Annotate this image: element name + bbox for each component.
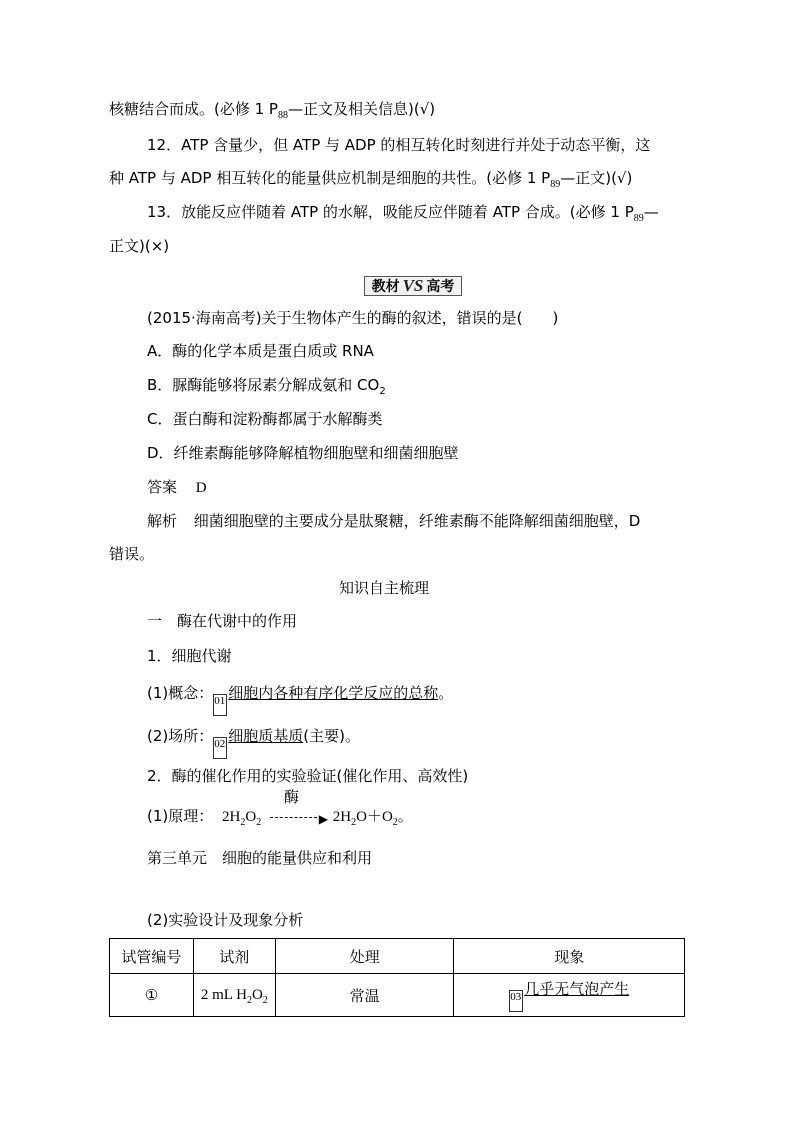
option-b: B．脲酶能够将尿素分解成氨和 $CO_2$ [147,376,386,397]
equation-reactant: $2H_2O_2$ [222,809,262,828]
reagent-cell: 2 mL $H_2O_2$ [193,974,275,1017]
analysis-line1: 解析 细菌细胞壁的主要成分是肽聚糖，纤维素酶不能降解细菌细胞壁，D [147,512,641,530]
blank-number-box: 01 [213,694,227,716]
treatment-cell: 常温 [275,974,454,1017]
table-header-cell: 处理 [275,939,454,974]
blank-number-box: 03 [509,990,523,1012]
option-a: A．酶的化学本质是蛋白质或 RNA [147,342,374,360]
item-13-line2: 正文)(×) [109,237,170,255]
concept-line: (1)概念：01 细胞内各种有序化学反应的总称。 [147,683,453,716]
item-1-heading: 1．细胞代谢 [147,647,232,665]
answer-label: 答案 [147,478,178,496]
table-header-cell: 试剂 [193,939,275,974]
text-line: 核糖结合而成。(必修 1 $P_{88}—$正文及相关信息)(√) [109,100,436,121]
analysis-line2: 错误。 [109,545,155,563]
question-stem: (2015·海南高考)关于生物体产生的酶的叙述，错误的是( ) [147,309,559,327]
answer-value: D [195,480,207,496]
option-c: C．蛋白酶和淀粉酶都属于水解酶类 [147,410,383,428]
fill-blank-answer: 几乎无气泡产生 [524,980,630,998]
experiment-design-heading: (2)实验设计及现象分析 [147,911,304,929]
item-13-line1: 13．放能反应伴随着 ATP 的水解，吸能反应伴随着 ATP 合成。(必修 1 $P_{89}—$ [147,203,659,224]
principle-line: (1)原理： $2H_2O_2$ 酶 ▶ $2H_2O+O_2$。 [147,787,413,828]
tube-number-cell: ① [110,974,194,1017]
equation-products: $2H_2O+O_2$ [332,809,398,828]
item-2-heading: 2．酶的催化作用的实验验证(催化作用、高效性) [147,767,469,785]
table-header-cell: 现象 [454,939,685,974]
option-d: D．纤维素酶能够降解植物细胞壁和细菌细胞壁 [147,444,459,462]
table-header-cell: 试管编号 [110,939,194,974]
answer [147,477,207,498]
site-line: (2)场所：02 细胞质基质(主要)。 [147,726,360,759]
arrow-head-icon: ▶ [318,811,328,826]
part-heading: 一 酶在代谢中的作用 [147,612,298,630]
blank-number-box: 02 [213,737,227,759]
textbook-vs-exam-badge: 教材 VS 高考 [364,276,462,296]
running-header: 第三单元 细胞的能量供应和利用 [147,849,373,867]
section-heading: 知识自主梳理 [339,579,430,597]
catalyst-label: 酶 [284,787,300,806]
experiment-table [109,938,685,1017]
reaction-arrow [266,787,328,827]
analysis-label: 解析 [147,512,178,530]
table-header-row [110,939,685,974]
item-12-line2: 种 ATP 与 ADP 相互转化的能量供应机制是细胞的共性。(必修 1 $P_{89}—$正文)(√) [109,169,633,190]
table-row [110,974,685,1017]
item-12-line1: 12．ATP 含量少，但 ATP 与 ADP 的相互转化时刻进行并处于动态平衡，这 [147,136,651,154]
fill-blank-answer: 细胞质基质 [228,727,304,745]
fill-blank-answer: 细胞内各种有序化学反应的总称 [228,684,439,702]
phenomenon-cell [454,974,685,1017]
